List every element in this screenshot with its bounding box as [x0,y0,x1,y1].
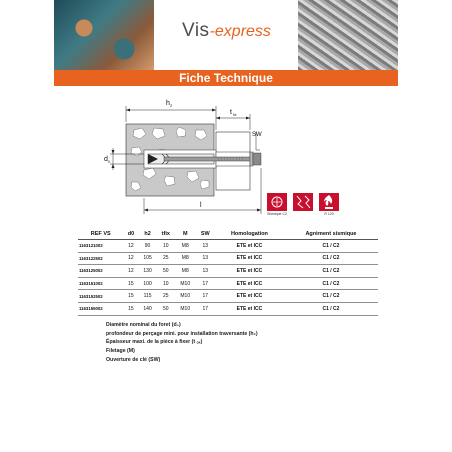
cell-homologation: ETE et ICC [215,277,284,290]
technical-sheet [54,0,398,452]
cell-seismic: C1 / C2 [284,290,378,303]
cell-sw: 17 [196,277,215,290]
cell-homologation: ETE et ICC [215,290,284,303]
cell-seismic: C1 / C2 [284,240,378,253]
cell-ref: 1163155002 [78,302,123,315]
seismic-c2-icon [267,193,287,211]
cell-d0: 12 [123,265,138,278]
cell-seismic: C1 / C2 [284,252,378,265]
legend-item-thread: Filetage (M) [106,348,135,355]
cell-d0: 15 [123,290,138,303]
d0-subscript: 0 [108,160,110,164]
cell-tfix: 10 [157,240,175,253]
sw-label: SW [252,132,262,138]
cell-homologation: ETE et ICC [215,252,284,265]
cell-homologation: ETE et ICC [215,240,284,253]
header-banner [54,0,398,70]
col-homologation: Homologation [215,228,284,240]
cell-seismic: C1 / C2 [284,277,378,290]
specification-table [78,228,378,316]
fire-r120-icon [319,193,339,211]
table-row [78,277,378,290]
cell-seismic: C1 / C2 [284,302,378,315]
page-title: Fiche Technique [179,71,273,85]
legend-item-tfix: Épaisseur maxi. de la pièce à fixer (t ₒₓ) [106,339,203,346]
col-ref-vs: REF VS [78,228,123,240]
legend-item-h2: profondeur de perçage mini. pour installation traversante (h₂) [106,330,258,337]
cell-m: M10 [175,277,196,290]
col-seismic: Agrément sismique [284,228,378,240]
col-m: M [175,228,196,240]
cell-m: M8 [175,240,196,253]
cell-h2: 105 [138,252,156,265]
cell-homologation: ETE et ICC [215,302,284,315]
table-row [78,252,378,265]
cell-sw: 17 [196,302,215,315]
screws-photo [298,0,398,70]
tools-photo [54,0,154,70]
legend [106,321,366,365]
cell-tfix: 25 [157,290,175,303]
cell-tfix: 10 [157,277,175,290]
tfix-subscript: fix [233,113,237,117]
cell-ref: 1163125002 [78,265,123,278]
h2-subscript: 2 [170,103,173,108]
brand-accent: -express [209,23,271,40]
d0-label: d [104,156,108,163]
cell-h2: 90 [138,240,156,253]
cell-d0: 15 [123,277,138,290]
brand-logo [182,20,271,42]
cell-m: M8 [175,265,196,278]
cell-d0: 15 [123,302,138,315]
cell-ref: 1163122502 [78,252,123,265]
legend-item-d0: Diamètre nominal du foret (d₀) [106,322,181,328]
cell-sw: 13 [196,265,215,278]
table-row [78,265,378,278]
brand-main: Vis [182,20,210,41]
cell-d0: 12 [123,240,138,253]
cell-tfix: 50 [157,265,175,278]
col-h2: h2 [138,228,156,240]
table-row [78,302,378,315]
col-d0: d0 [123,228,138,240]
cell-ref: 1163151002 [78,277,123,290]
cell-m: M8 [175,252,196,265]
tfix-label: t [230,109,232,116]
legend-item-sw: Ouverture de clé (SW) [106,356,161,363]
cell-h2: 115 [138,290,156,303]
cell-m: M10 [175,290,196,303]
cell-seismic: C1 / C2 [284,265,378,278]
table-row [78,240,378,253]
seismic-c2-label: Sismique C2 [267,212,287,216]
cell-sw: 13 [196,240,215,253]
h2-label: h [166,100,170,107]
fire-r120-label: R 120 [324,212,334,216]
col-sw: SW [196,228,215,240]
hex-nut [253,153,261,165]
length-label: l [200,202,202,209]
washer [250,152,253,166]
cell-ref: 1163121002 [78,240,123,253]
cell-ref: 1163152502 [78,290,123,303]
cell-homologation: ETE et ICC [215,265,284,278]
cell-h2: 100 [138,277,156,290]
cell-h2: 140 [138,302,156,315]
cell-tfix: 25 [157,252,175,265]
cell-sw: 13 [196,252,215,265]
cell-h2: 130 [138,265,156,278]
table-row [78,290,378,303]
cell-d0: 12 [123,252,138,265]
col-tfix: tfix [157,228,175,240]
cell-m: M10 [175,302,196,315]
cell-sw: 17 [196,290,215,303]
table-header-row [78,228,378,240]
cell-tfix: 50 [157,302,175,315]
crack-icon [293,193,313,211]
